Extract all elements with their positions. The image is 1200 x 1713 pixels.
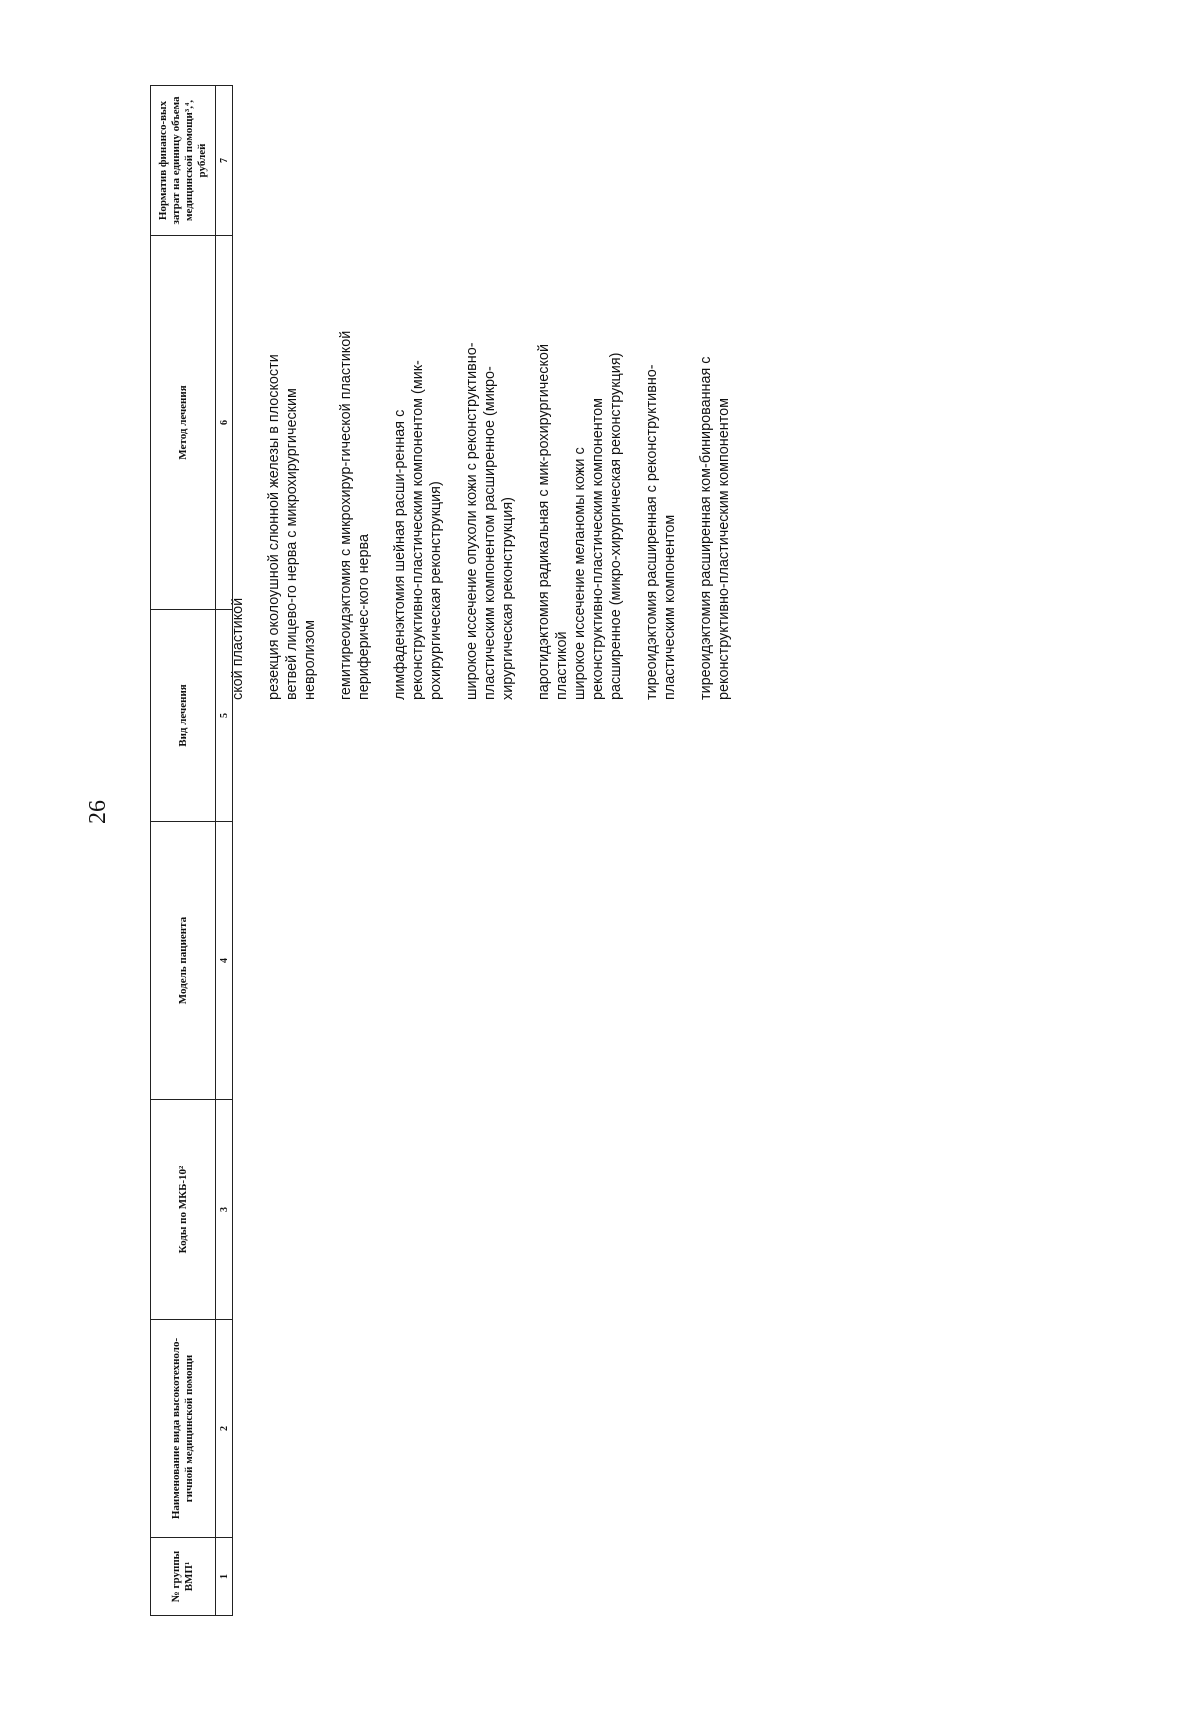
header-row: [151, 86, 216, 1616]
vmp-table: [150, 85, 233, 1616]
method-item: тиреоидэктомия расширенная ком-бинированная с реконструктивно-пластическим компонентом: [698, 356, 732, 700]
col-num-6: 6: [216, 236, 233, 610]
header-treatment-type: Вид лечения: [151, 610, 216, 822]
method-item: ской пластикой: [230, 597, 246, 700]
page-number: 26: [85, 800, 111, 824]
header-cost-norm: Норматив финансо-вых затрат на единицу объема медицинской помощи³,⁴, рублей: [151, 86, 216, 236]
col-num-5: 5: [216, 610, 233, 822]
col-num-1: 1: [216, 1538, 233, 1616]
col-num-4: 4: [216, 822, 233, 1100]
method-item: широкое иссечение меланомы кожи с реконструктивно-пластическим компонентом расширенное (микро-хирургическая реконструкция): [572, 352, 624, 700]
column-number-row: [216, 86, 233, 1616]
header-patient-model: Модель пациента: [151, 822, 216, 1100]
header-vmp-name: Наименование вида высокотехноло-гичной медицинской помощи: [151, 1320, 216, 1538]
header-group-number: № группы ВМП¹: [151, 1538, 216, 1616]
col-num-7: 7: [216, 86, 233, 236]
method-item: резекция околоушной слюнной железы в плоскости ветвей лицево-го нерва с микрохирургическим невролизом: [266, 354, 318, 700]
col-num-3: 3: [216, 1100, 233, 1320]
method-item: тиреоидэктомия расширенная с реконструктивно-пластическим компонентом: [644, 364, 678, 700]
method-item: паротидэктомия радикальная с мик-рохирургической пластикой: [536, 344, 570, 700]
method-item: лимфаденэктомия шейная расши-ренная с реконструктивно-пластическим компонентом (мик-рохирургическая реконструкция): [392, 360, 444, 700]
header-treatment-method: Метод лечения: [151, 236, 216, 610]
header-icd-codes: Коды по МКБ-10²: [151, 1100, 216, 1320]
method-item: гемитиреоидэктомия с микрохирур-гической пластикой периферичес-кого нерва: [338, 330, 372, 700]
method-item: широкое иссечение опухоли кожи с реконструктивно-пластическим компонентом расширенное (микро-хирургическая реконструкция): [464, 342, 516, 700]
col-num-2: 2: [216, 1320, 233, 1538]
treatment-methods-list: [229, 330, 751, 700]
